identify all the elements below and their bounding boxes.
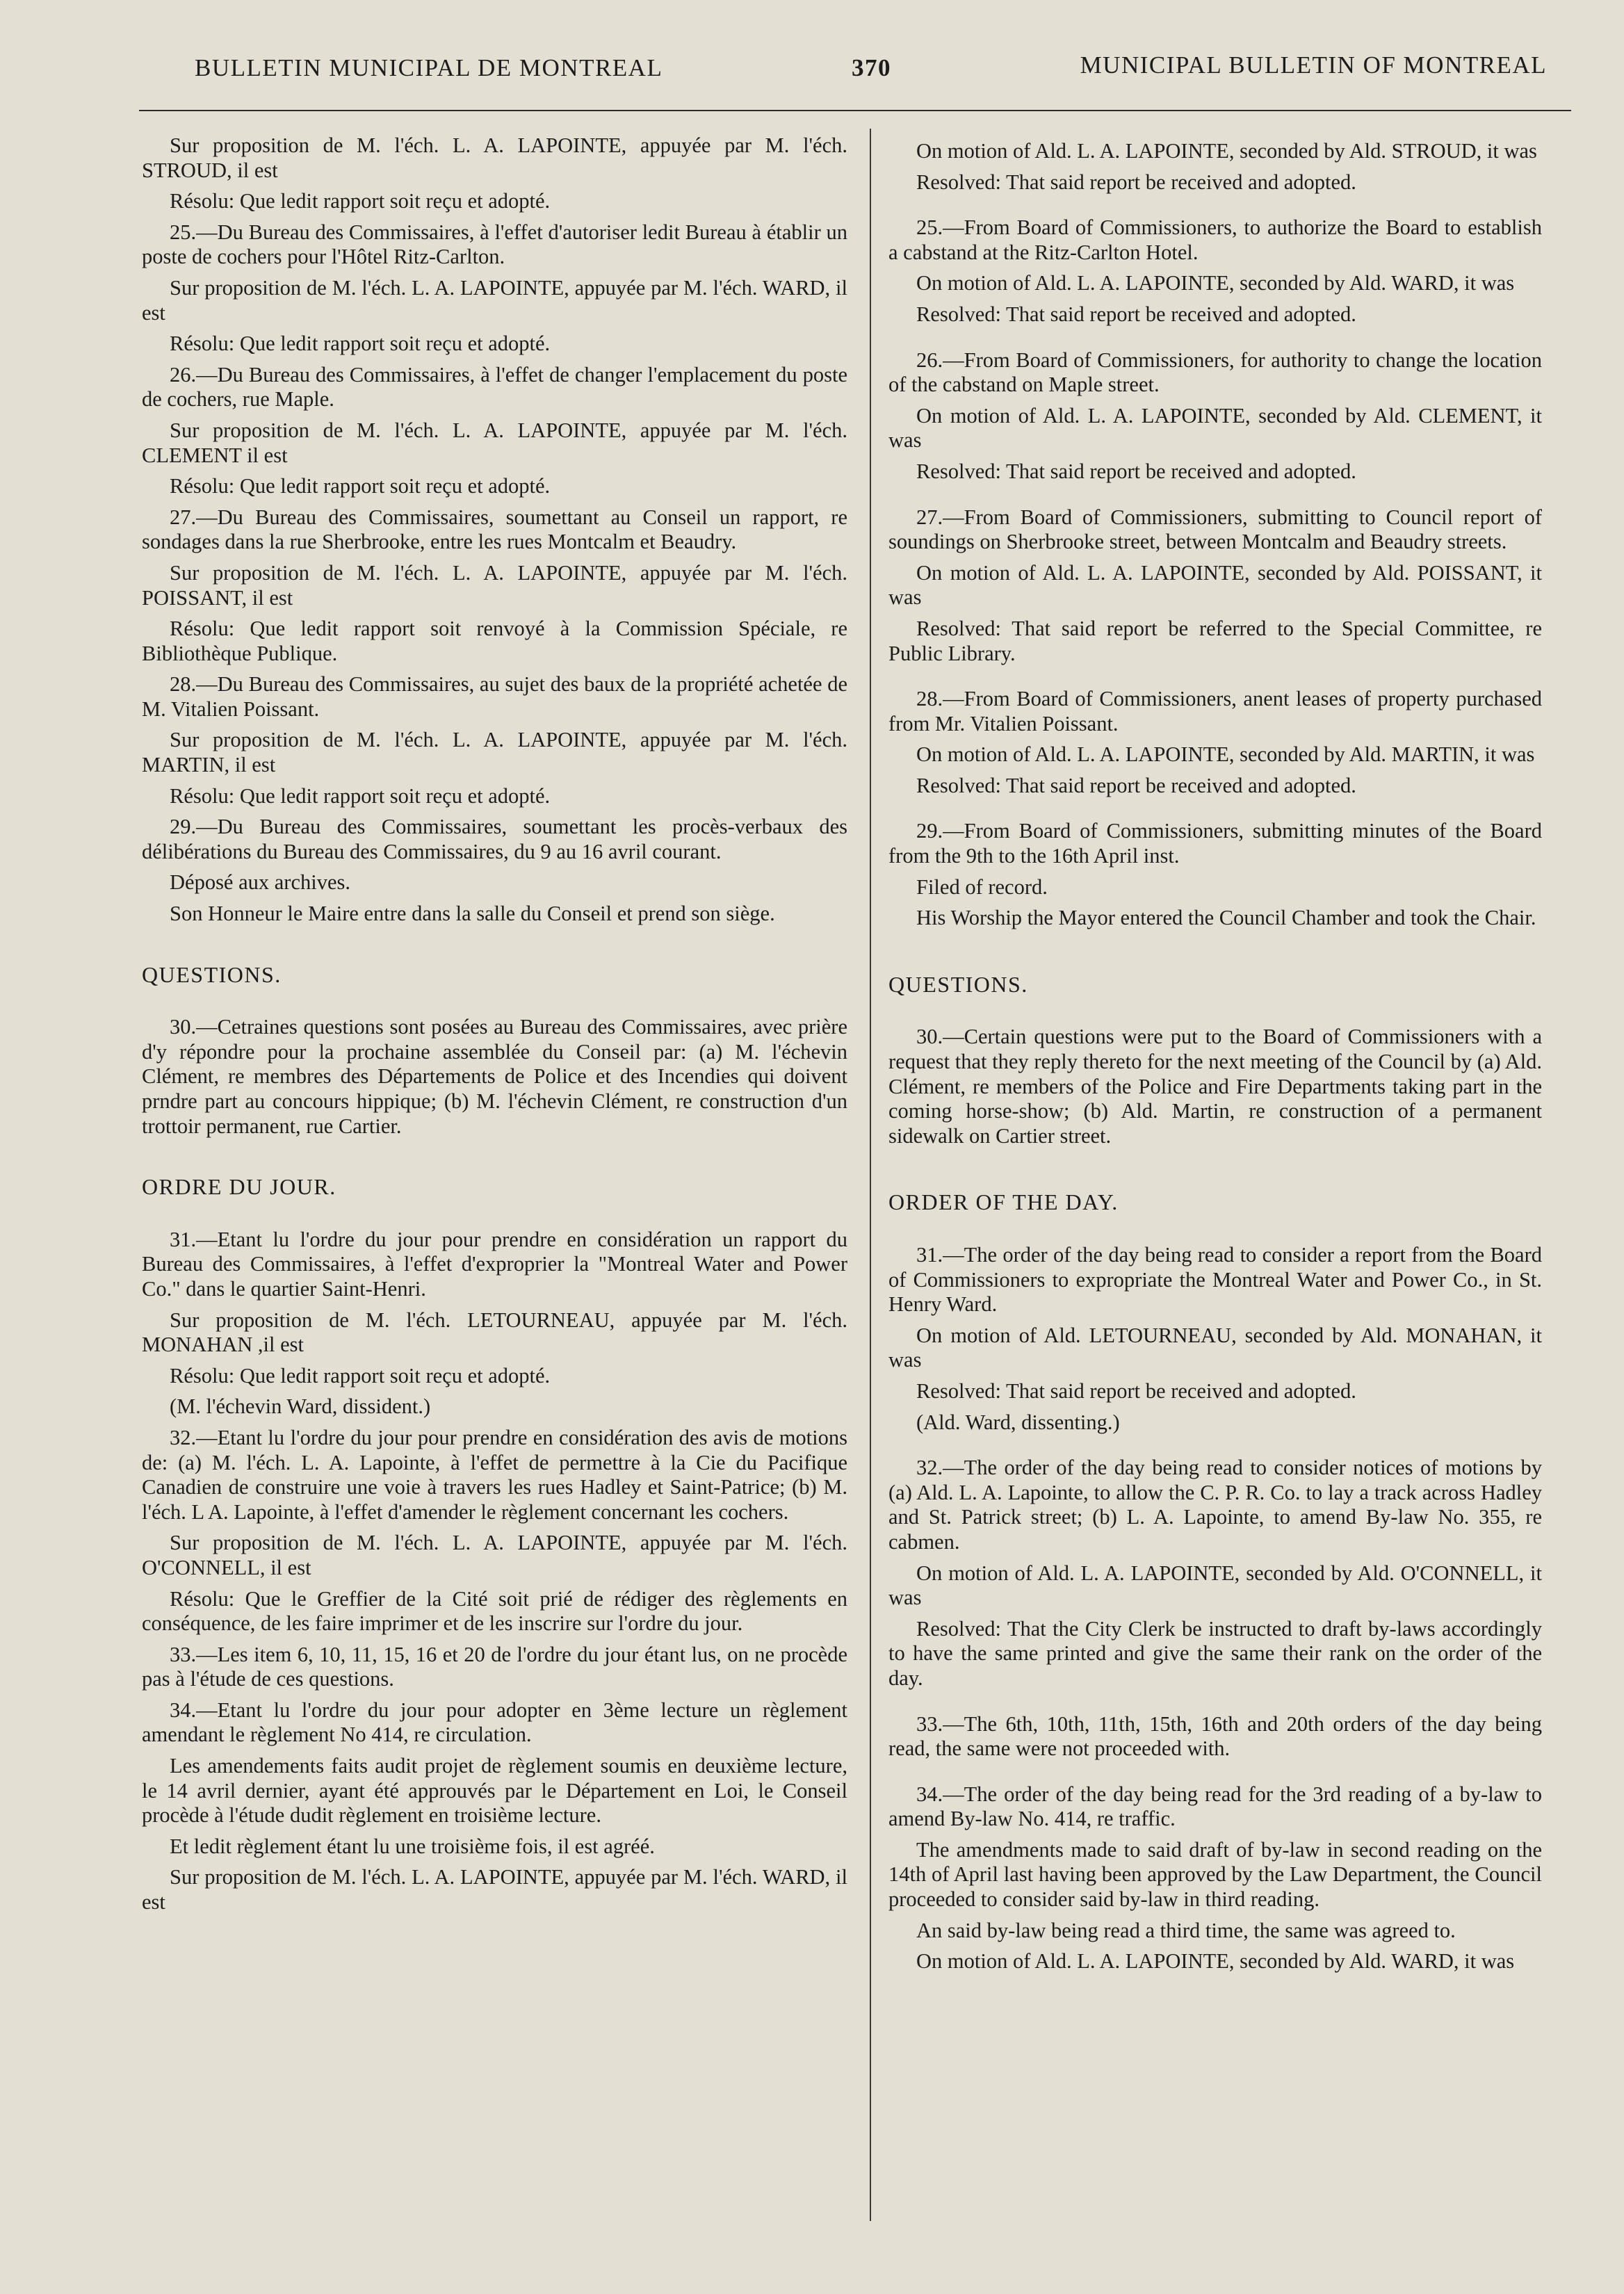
resolution: Resolved: That said report be received and adopted. xyxy=(916,1378,1356,1403)
agenda-item-34: 34.—Etant lu l'ordre du jour pour adopter en 3ème lecture un règlement amendant le règlement No 414, re circulation. xyxy=(142,1698,847,1747)
paragraph: Sur proposition de M. l'éch. LETOURNEAU, appuyée par M. l'éch. MONAHAN ,il est xyxy=(142,1308,847,1357)
paragraph: Les amendements faits audit projet de règlement soumis en deuxième lecture, le 14 avril dernier, ayant été approuvés par le Département en Loi, le Conseil procède à l'étude dudit règlement en troisième lecture. xyxy=(142,1754,847,1828)
agenda-item-29: 29.—Du Bureau des Commissaires, soumettant les procès-verbaux des délibérations du Bureau des Commissaires, du 9 au 16 avril courant. xyxy=(142,815,847,863)
column-divider xyxy=(870,129,871,2221)
paragraph: On motion of Ald. L. A. LAPOINTE, seconded by Ald. WARD, it was xyxy=(916,271,1515,295)
english-column xyxy=(888,139,1542,1980)
resolution: Résolu: Que ledit rapport soit renvoyé à la Commission Spéciale, re Bibliothèque Publique. xyxy=(142,617,847,665)
french-column xyxy=(142,133,847,1921)
resolution: Resolved: That the City Clerk be instructed to draft by-laws accordingly to have the same printed and give the same their rank on the order of the day. xyxy=(888,1616,1542,1690)
paragraph: An said by-law being read a third time, the same was agreed to. xyxy=(916,1918,1456,1942)
resolution: Resolved: That said report be received and adopted. xyxy=(916,302,1356,326)
paragraph: On motion of Ald. L. A. LAPOINTE, seconded by Ald. WARD, it was xyxy=(916,1949,1515,1974)
resolution: Résolu: Que ledit rapport soit reçu et adopté. xyxy=(170,189,551,213)
paragraph: The amendments made to said draft of by-law in second reading on the 14th of April last having been approved by the Law Department, the Council proceeded to consider said by-law in third reading. xyxy=(888,1837,1542,1912)
header-french-title: BULLETIN MUNICIPAL DE MONTREAL xyxy=(195,54,663,81)
agenda-item-25: 25.—Du Bureau des Commissaires, à l'effet d'autoriser ledit Bureau à établir un poste de cochers pour l'Hôtel Ritz-Carlton. xyxy=(142,220,847,269)
paragraph: Sur proposition de M. l'éch. L. A. LAPOINTE, appuyée par M. l'éch. WARD, il est xyxy=(142,1865,847,1914)
paragraph: On motion of Ald. L. A. LAPOINTE, seconded by Ald. MARTIN, it was xyxy=(916,742,1535,767)
resolution: Résolu: Que ledit rapport soit reçu et adopté. xyxy=(170,332,551,356)
paragraph: On motion of Ald. L. A. LAPOINTE, seconded by Ald. O'CONNELL, it was xyxy=(888,1561,1542,1610)
header-english-title: MUNICIPAL BULLETIN OF MONTREAL xyxy=(1080,51,1547,79)
paragraph: Sur proposition de M. l'éch. L. A. LAPOINTE, appuyée par M. l'éch. O'CONNELL, il est xyxy=(142,1531,847,1579)
resolution: Resolved: That said report be received and adopted. xyxy=(916,459,1356,483)
agenda-item-27: 27.—From Board of Commissioners, submitting to Council report of soundings on Sherbrooke street, between Montcalm and Beaudry streets. xyxy=(888,505,1542,554)
paragraph: On motion of Ald. L. A. LAPOINTE, seconded by Ald. CLEMENT, it was xyxy=(888,403,1542,453)
paragraph: His Worship the Mayor entered the Council Chamber and took the Chair. xyxy=(916,906,1536,930)
paragraph: Sur proposition de M. l'éch. L. A. LAPOINTE, appuyée par M. l'éch. STROUD, il est xyxy=(142,133,847,182)
paragraph: On motion of Ald. L. A. LAPOINTE, seconded by Ald. STROUD, it was xyxy=(916,139,1537,163)
paragraph: On motion of Ald. L. A. LAPOINTE, seconded by Ald. POISSANT, it was xyxy=(888,560,1542,610)
agenda-item-32: 32.—The order of the day being read to consider notices of motions by (a) Ald. L. A. Lapointe, to allow the C. P. R. Co. to lay a track across Hadley and St. Patrick street; (b) L. A. Lapointe, to amend By-law No. 355, re cabmen. xyxy=(888,1456,1542,1554)
agenda-item-31: 31.—Etant lu l'ordre du jour pour prendre en considération un rapport du Bureau des Commissaires, à l'effet d'exproprier la "Montreal Water and Power Co." dans le quartier Saint-Henri. xyxy=(142,1227,847,1301)
agenda-item-33: 33.—Les item 6, 10, 11, 15, 16 et 20 de l'ordre du jour étant lus, on ne procède pas à l'étude de ces questions. xyxy=(142,1642,847,1691)
paragraph: Son Honneur le Maire entre dans la salle du Conseil et prend son siège. xyxy=(170,902,775,926)
agenda-item-31: 31.—The order of the day being read to consider a report from the Board of Commissioners to expropriate the Montreal Water and Power Co., in St. Henry Ward. xyxy=(888,1243,1542,1317)
agenda-item-26: 26.—From Board of Commissioners, for authority to change the location of the cabstand on Maple street. xyxy=(888,348,1542,397)
paragraph: Sur proposition de M. l'éch. L. A. LAPOINTE, appuyée par M. l'éch. POISSANT, il est xyxy=(142,560,847,610)
resolution: Resolved: That said report be referred to the Special Committee, re Public Library. xyxy=(888,616,1542,665)
paragraph: Et ledit règlement étant lu une troisième fois, il est agréé. xyxy=(170,1834,655,1858)
section-heading-questions: QUESTIONS. xyxy=(888,971,1028,997)
agenda-item-30: 30.—Cetraines questions sont posées au Bureau des Commissaires, avec prière d'y répondre pour la prochaine assemblée du Conseil par: (a) M. l'échevin Clément, re membres des Départements de Police et des Incendies qui doivent prndre part au concours hippique; (b) M. l'échevin Clément, re construction d'un trottoir permanent, rue Cartier. xyxy=(142,1015,847,1138)
header-rule xyxy=(139,110,1571,111)
agenda-item-28: 28.—Du Bureau des Commissaires, au sujet des baux de la propriété achetée de M. Vitalien Poissant. xyxy=(142,672,847,721)
section-heading-order-of-day: ORDRE DU JOUR. xyxy=(142,1174,336,1200)
resolution: Résolu: Que ledit rapport soit reçu et adopté. xyxy=(170,783,551,808)
section-heading-order-of-day: ORDER OF THE DAY. xyxy=(888,1189,1119,1215)
paragraph: Sur proposition de M. l'éch. L. A. LAPOINTE, appuyée par M. l'éch. CLEMENT il est xyxy=(142,418,847,467)
resolution: Résolu: Que ledit rapport soit reçu et adopté. xyxy=(170,474,551,498)
agenda-item-27: 27.—Du Bureau des Commissaires, soumettant au Conseil un rapport, re sondages dans la rue Sherbrooke, entre les rues Montcalm et Beaudry. xyxy=(142,505,847,554)
paragraph: Filed of record. xyxy=(916,875,1048,899)
paragraph: Déposé aux archives. xyxy=(170,870,350,895)
resolution: Résolu: Que le Greffier de la Cité soit prié de rédiger des règlements en conséquence, de les faire imprimer et de les inscrire sur l'ordre du jour. xyxy=(142,1586,847,1636)
agenda-item-34: 34.—The order of the day being read for the 3rd reading of a by-law to amend By-law No. 414, re traffic. xyxy=(888,1782,1542,1831)
paragraph: (M. l'échevin Ward, dissident.) xyxy=(170,1394,431,1419)
paragraph: Sur proposition de M. l'éch. L. A. LAPOINTE, appuyée par M. l'éch. WARD, il est xyxy=(142,275,847,325)
agenda-item-25: 25.—From Board of Commissioners, to authorize the Board to establish a cabstand at the Ritz-Carlton Hotel. xyxy=(888,215,1542,264)
page-number: 370 xyxy=(852,54,891,81)
resolution: Résolu: Que ledit rapport soit reçu et adopté. xyxy=(170,1363,551,1388)
paragraph: On motion of Ald. LETOURNEAU, seconded by Ald. MONAHAN, it was xyxy=(888,1323,1542,1372)
agenda-item-28: 28.—From Board of Commissioners, anent leases of property purchased from Mr. Vitalien Poissant. xyxy=(888,687,1542,735)
section-heading-questions: QUESTIONS. xyxy=(142,961,282,987)
resolution: Resolved: That said report be received and adopted. xyxy=(916,773,1356,797)
page-header xyxy=(195,51,1557,89)
resolution: Resolved: That said report be received and adopted. xyxy=(916,170,1356,194)
paragraph: (Ald. Ward, dissenting.) xyxy=(916,1410,1120,1434)
agenda-item-30: 30.—Certain questions were put to the Board of Commissioners with a request that they reply thereto for the next meeting of the Council by (a) Ald. Clément, re members of the Police and Fire Departments taking part in the coming horse-show; (b) Ald. Martin, re construction of a permanent sidewalk on Cartier street. xyxy=(888,1025,1542,1148)
agenda-item-29: 29.—From Board of Commissioners, submitting minutes of the Board from the 9th to the 16th April inst. xyxy=(888,819,1542,868)
agenda-item-32: 32.—Etant lu l'ordre du jour pour prendre en considération des avis de motions de: (a) M. l'éch. L. A. Lapointe, à l'effet de permettre à la Cie du Pacifique Canadien de construire une voie à travers les rues Hadley et Saint-Patrice; (b) M. l'éch. L A. Lapointe, à l'effet d'amender le règlement concernant les cochers. xyxy=(142,1425,847,1524)
paragraph: Sur proposition de M. l'éch. L. A. LAPOINTE, appuyée par M. l'éch. MARTIN, il est xyxy=(142,728,847,777)
agenda-item-33: 33.—The 6th, 10th, 11th, 15th, 16th and 20th orders of the day being read, the same were not proceeded with. xyxy=(888,1711,1542,1761)
agenda-item-26: 26.—Du Bureau des Commissaires, à l'effet de changer l'emplacement du poste de cochers, rue Maple. xyxy=(142,362,847,412)
